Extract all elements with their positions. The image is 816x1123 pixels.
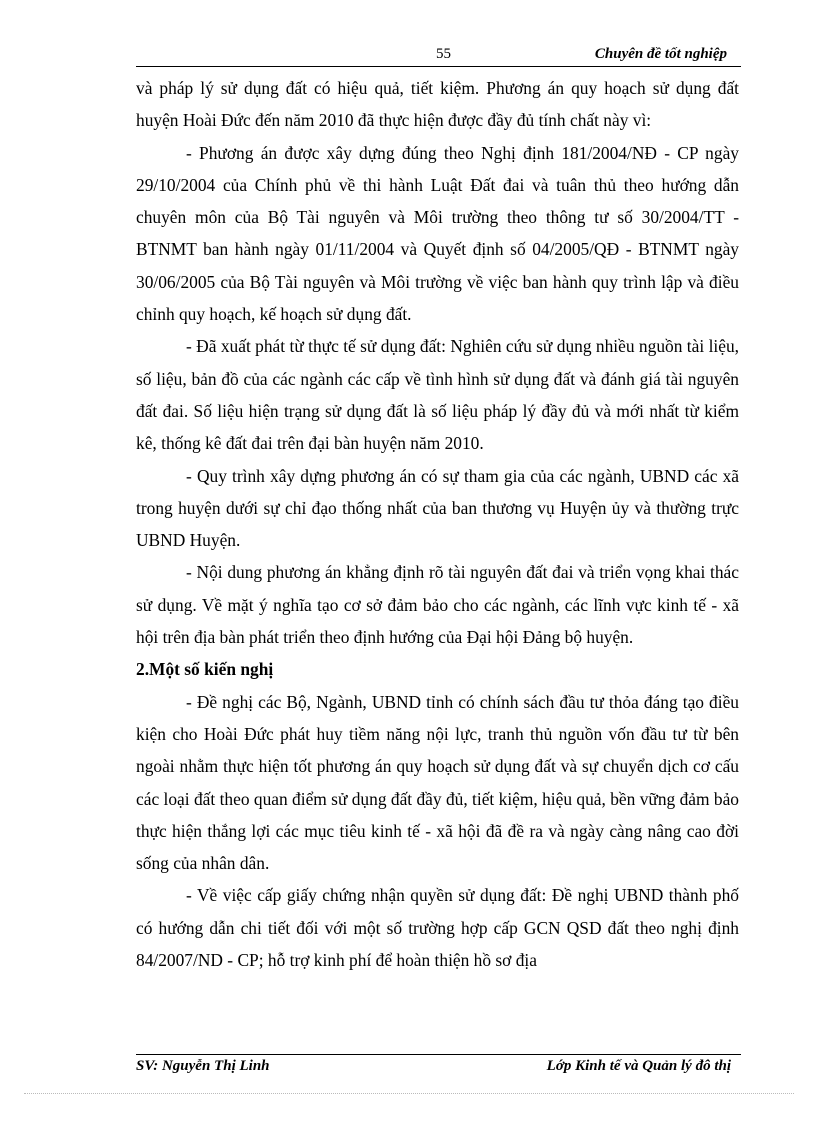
body-paragraph: - Về việc cấp giấy chứng nhận quyền sử dụng đất: Đề nghị UBND thành phố có hướng dẫn chi tiết đối với một số trường hợp cấp GCN QSD đất theo nghị định 84/2007/ND - CP; hỗ trợ kinh phí để hoàn thiện hồ sơ địa — [136, 885, 739, 971]
page-footer — [136, 1058, 741, 1080]
body-paragraph: - Phương án được xây dựng đúng theo Nghị định 181/2004/NĐ - CP ngày 29/10/2004 của Chính phủ về thi hành Luật Đất đai và tuân thủ theo hướng dẫn chuyên môn của Bộ Tài nguyên và Môi trường theo thông tư số 30/2004/TT - BTNMT ban hành ngày 01/11/2004 và Quyết định số 04/2005/QĐ - BTNMT ngày 30/06/2005 của Bộ Tài nguyên và Môi trường về việc ban hành quy trình lập và điều chỉnh quy hoạch, kế hoạch sử dụng đất. — [136, 142, 739, 325]
document-title: Chuyên đề tốt nghiệp — [594, 46, 727, 62]
body-paragraph: - Nội dung phương án khẳng định rõ tài nguyên đất đai và triển vọng khai thác sử dụng. Về mặt ý nghĩa tạo cơ sở đảm bảo cho các ngành, các lĩnh vực kinh tế - xã hội trên địa bàn phát triển theo định hướng của Đại hội Đảng bộ huyện. — [136, 562, 739, 648]
footer-divider — [136, 1054, 741, 1055]
section-heading: 2.Một số kiến nghị — [136, 659, 274, 680]
page-body — [136, 72, 739, 976]
body-paragraph: và pháp lý sử dụng đất có hiệu quả, tiết kiệm. Phương án quy hoạch sử dụng đất huyện Hoài Đức đến năm 2010 đã thực hiện được đầy đủ tính chất này vì: — [136, 78, 739, 131]
page-edge-divider — [24, 1093, 794, 1094]
body-paragraph: - Đề nghị các Bộ, Ngành, UBND tỉnh có chính sách đầu tư thỏa đáng tạo điều kiện cho Hoài Đức phát huy tiềm năng nội lực, tranh thủ nguồn vốn đầu tư từ bên ngoài nhằm thực hiện tốt phương án quy hoạch sử dụng đất và sự chuyển dịch cơ cấu các loại đất theo quan điểm sử dụng đất đầy đủ, tiết kiệm, hiệu quả, bền vững đảm bảo thực hiện thắng lợi các mục tiêu kinh tế - xã hội đã đề ra và ngày càng nâng cao đời sống của nhân dân. — [136, 691, 739, 874]
header-divider — [136, 66, 741, 67]
body-paragraph: - Đã xuất phát từ thực tế sử dụng đất: Nghiên cứu sử dụng nhiều nguồn tài liệu, số liệu, bản đồ của các ngành các cấp về tình hình sử dụng đất và đánh giá tài nguyên đất đai. Số liệu hiện trạng sử dụng đất là số liệu pháp lý đầy đủ và mới nhất từ kiểm kê, thống kê đất đai trên đại bàn huyện năm 2010. — [136, 336, 739, 454]
page-number: 55 — [436, 46, 451, 62]
student-name: SV: Nguyễn Thị Linh — [136, 1058, 270, 1074]
page-header — [136, 38, 741, 66]
class-name: Lớp Kinh tế và Quản lý đô thị — [546, 1058, 731, 1074]
body-paragraph: - Quy trình xây dựng phương án có sự tham gia của các ngành, UBND các xã trong huyện dưới sự chỉ đạo thống nhất của ban thương vụ Huyện ủy và thường trực UBND Huyện. — [136, 465, 739, 551]
